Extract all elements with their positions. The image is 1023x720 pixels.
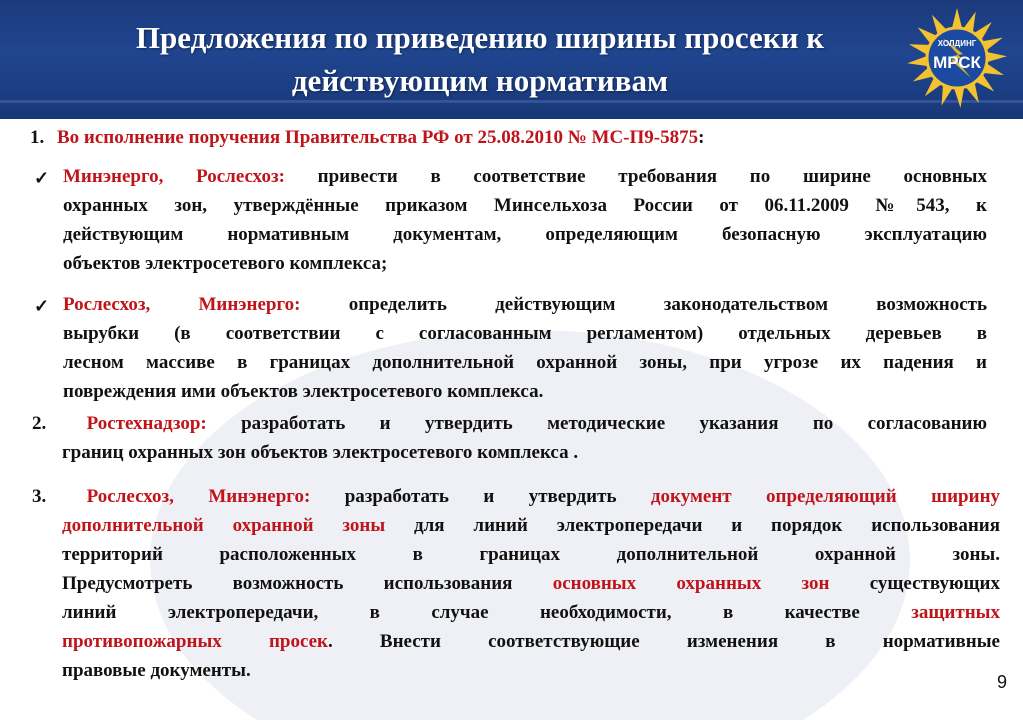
item-3-number: 3.: [32, 486, 47, 507]
item-3-line-2: дополнительной охранной зоны для линий электропередачи и порядок использования: [62, 515, 1000, 536]
title-line-1: Предложения по приведению ширины просеки к: [135, 20, 825, 55]
bullet-2-agency: Рослесхоз, Минэнерго:: [63, 294, 301, 315]
item-3-line-1: 3. Рослесхоз, Минэнерго: разработать и утвердить документ определяющий ширину: [32, 486, 1001, 507]
checkmark-icon: ✓: [34, 168, 50, 188]
item-2-line-1: 2. Ростехнадзор: разработать и утвердить методические указания по согласованию: [32, 413, 987, 434]
bullet-2-line-2: вырубки (в соответствии с согласованным регламентом) отдельных деревьев в: [63, 323, 987, 344]
checkmark-icon: ✓: [34, 296, 50, 316]
item-3-agency: Рослесхоз, Минэнерго:: [86, 486, 311, 507]
item-1-heading-text: Во исполнение поручения Правительства РФ от 25.08.2010 № МС-П9-5875: [57, 127, 699, 148]
item-1-heading-colon: :: [698, 127, 705, 148]
bullet-2-line-3: лесном массиве в границах дополнительной охранной зоны, при угрозе их падения и: [63, 352, 987, 373]
item-2-number: 2.: [32, 413, 47, 434]
bullet-2-line-1: Рослесхоз, Минэнерго: определить действующим законодательством возможность: [63, 294, 988, 315]
item-3-line-3: территорий расположенных в границах дополнительной охранной зоны.: [62, 544, 1000, 565]
bullet-1-line-2: охранных зон, утверждённые приказом Минсельхоза России от 06.11.2009 №543, к: [63, 195, 987, 216]
item-2-line-2: границ охранных зон объектов электросетевого комплекса .: [62, 442, 579, 463]
item-3-line-5: линий электропередачи, в случае необходимости, в качестве защитных: [62, 602, 1000, 623]
logo-holding-text: ХОЛДИНГ: [937, 39, 977, 48]
item-2-agency: Ростехнадзор:: [86, 413, 207, 434]
page-number: 9: [996, 672, 1007, 692]
bullet-2-line-4: повреждения ими объектов электросетевого комплекса.: [63, 381, 544, 402]
bullet-1-line-1: Минэнерго, Рослесхоз: привести в соответствие требования по ширине основных: [63, 166, 987, 187]
title-line-2: действующим нормативам: [291, 63, 669, 98]
bullet-1-line-4: объектов электросетевого комплекса;: [63, 253, 388, 274]
item-1-number: 1.: [30, 127, 45, 148]
item-1-heading: [30, 127, 704, 149]
bullet-1-line-3: действующим нормативным документам, определяющим безопасную эксплуатацию: [63, 224, 987, 245]
item-3-line-4: Предусмотреть возможность использования основных охранных зон существующих: [62, 573, 1000, 594]
item-3-line-6: противопожарных просек. Внести соответствующие изменения в нормативные: [62, 631, 1000, 652]
bullet-1-agency: Минэнерго, Рослесхоз:: [63, 166, 285, 187]
logo-mrsk-text: МРСК: [933, 53, 981, 72]
item-3-line-7: правовые документы.: [62, 660, 251, 681]
